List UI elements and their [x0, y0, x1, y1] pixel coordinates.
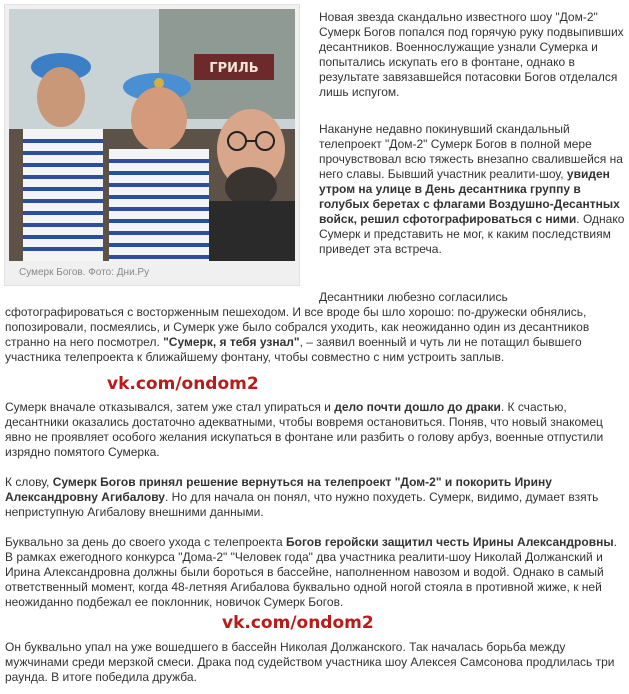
- paragraph-5: К слову, Сумерк Богов принял решение вернуться на телепроект "Дом-2" и покорить Ирину Александровну Агибалову. Но для начала он понял, что нужно похудеть. Сумерк, видимо, думает взять неприступную Агибалову внешними данными.: [5, 475, 599, 519]
- paragraph-3: сфотографироваться с восторженным пешеходом. И все вроде бы шло хорошо: по-дружески обнялись, попозировали, посмеялись, и Сумерк уже было собрался уходить, как неожиданно один из десантников странно на него посмотрел. "Сумерк, я тебя узнал", – заявил военный и чуть ли не потащил бывшего участника телепроекта к ближайшему фонтану, чтобы совместно с ним устроить заплыв.: [5, 305, 590, 364]
- watermark-1: vk.com/ondom2: [107, 374, 259, 394]
- bold-phrase: "Сумерк, я тебя узнал": [163, 335, 300, 349]
- paragraph-7: Он буквально упал на уже вошедшего в бассейн Николая Должанского. Так началась борьба между мужчинами среди мерзкой смеси. Драка под судейством участника шоу Алексея Самсонова продлилась три раунда. В итоге победила дружба.: [5, 640, 615, 684]
- watermark-2: vk.com/ondom2: [222, 613, 374, 633]
- sign-text: ГРИЛЬ: [209, 61, 259, 76]
- paragraph-2: Накануне недавно покинувший скандальный телепроект "Дом-2" Сумерк Богов в полной мере прочувствовал всю тяжесть внезапно свалившейся на него славы. Бывший участник реалити-шоу, увиден утром на улице в День десантника группу в голубых беретах с флагами Воздушно-Десантных войск, решил сфотографироваться с ними. Однако Сумерк и представить не мог, к каким последствиям приведет эта встреча.: [319, 122, 625, 256]
- paragraph-1: Новая звезда скандально известного шоу "Дом-2" Сумерк Богов попался под горячую руку подвыпивших десантников. Военнослужащие узнали Сумерка и попытались искупать его в фонтане, однако в результате завязавшейся потасовки Богов отделался лишь испугом.: [319, 10, 624, 99]
- bold-phrase: дело почти дошло до драки: [334, 400, 501, 414]
- article-photo[interactable]: [9, 9, 295, 261]
- photo-frame: [4, 4, 300, 286]
- paragraph-6: Буквально за день до своего ухода с телепроекта Богов геройски защитил честь Ирины Александровны. В рамках ежегодного конкурса "Дома-2" "Человек года" два участника реалити-шоу Николай Должанский и Ирина Александровна должны были бороться в бассейне, наполненном навозом и водой. Однако в самый ответственный момент, когда 48-летняя Агибалова буквально одной ногой стояла в противной жиже, к ней неожиданно подбежал ее поклонник, новичок Сумерк Богов.: [5, 535, 617, 609]
- paragraph-3-lead: Десантники любезно согласились: [319, 290, 508, 304]
- bold-phrase: увиден утром на улице в День десантника группу в голубых беретах с флагами Воздушно-Десантных войск, решил сфотографироваться с ними: [319, 167, 620, 226]
- photo-illustration: [9, 9, 295, 261]
- photo-caption: Сумерк Богов. Фото: Дни.Ру: [19, 267, 150, 278]
- bold-phrase: Богов геройски защитил честь Ирины Александровны: [286, 535, 614, 549]
- bold-phrase: Сумерк Богов принял решение вернуться на телепроект "Дом-2" и покорить Ирину Александровну Агибалову: [5, 475, 552, 504]
- paragraph-4: Сумерк вначале отказывался, затем уже стал упираться и дело почти дошло до драки. К счастью, десантники оказались достаточно адекватными, чтобы вовремя остановиться. Поняв, что новый знакомец явно не проявляет особого желания искупаться в фонтане или разбить о голову арбуз, военные отпустили изрядно помятого Сумерка.: [5, 400, 604, 459]
